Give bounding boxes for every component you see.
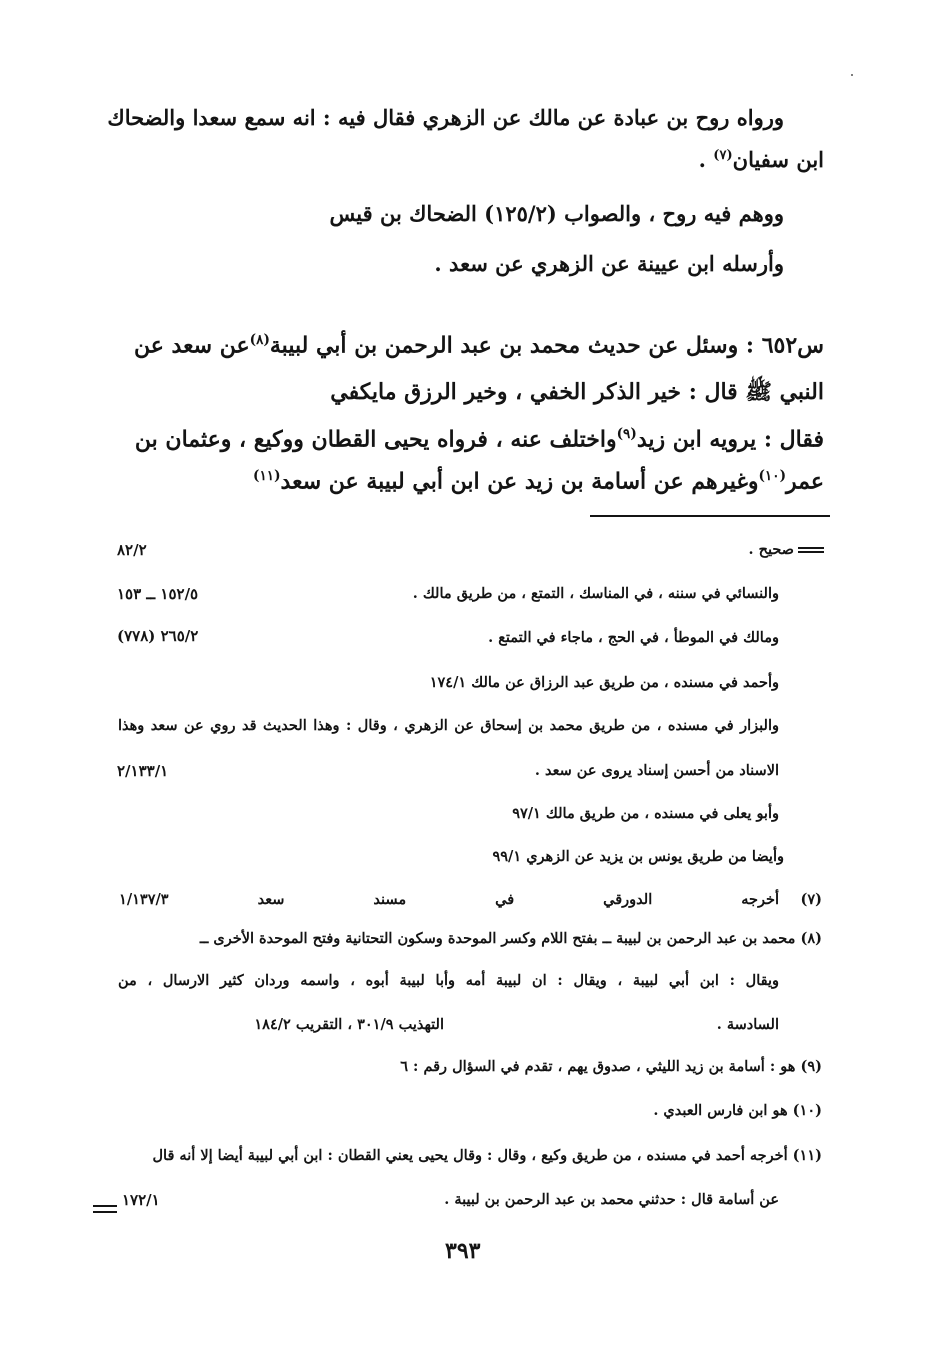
- footnote-ref-8: (٨): [249, 332, 270, 348]
- reference-number: ٢٦٥/٢ (٧٧٨): [117, 627, 199, 645]
- answer-line-1: [135, 426, 824, 452]
- reference-number: ٢/١٣٣/١: [117, 762, 169, 780]
- footnote-line: [748, 541, 824, 558]
- footnote-8-line-2: ويقال : ابن أبي لبيبة ، ويقال : ان لبيبة أمه وأبا لبيبة أبوه ، واسمه وردان كثير الارسال ، من: [118, 972, 779, 989]
- question-line-2: [330, 378, 824, 410]
- footnote-7-number: (٧): [800, 891, 822, 908]
- footnote-line: ومالك في الموطأ ، في الحج ، ماجاء في التمتع .: [488, 629, 779, 646]
- footnote-11-line-2: عن أسامة قال : حدثني محمد بن عبد الرحمن بن لبيبة .: [444, 1191, 779, 1208]
- text-span: أخرجه: [741, 891, 779, 908]
- footnote-separator: [590, 515, 830, 517]
- footnote-line: الاسناد من أحسن إسناد يروى عن سعد .: [534, 762, 779, 779]
- text-span: ١/١٣٧/٣: [119, 891, 169, 908]
- footnote-line: والبزار في مسنده ، من طريق محمد بن إسحاق عن الزهري ، وقال : وهذا الحديث قد روي عن سعد وهذا: [118, 717, 779, 734]
- footnote-line: والنسائي في سننه ، في المناسك ، التمتع ، من طريق مالك .: [412, 585, 779, 602]
- footnote-8-citation: التهذيب ٣٠١/٩ ، التقريب ١٨٤/٢: [254, 1016, 444, 1033]
- text-span: فقال : يرويه ابن زيد: [636, 426, 824, 453]
- equals-mark: [798, 547, 824, 553]
- text-span: الدورقي: [603, 891, 653, 908]
- footnote-ref-10: (١٠): [758, 468, 787, 484]
- footnote-ref-11: (١١): [253, 468, 281, 484]
- text-span: وأرسله ابن عيينة عن الزهري عن سعد .: [434, 251, 784, 276]
- text-span: سعد: [257, 891, 285, 908]
- question-heading: [134, 332, 824, 358]
- footnote-8-line-3: السادسة .: [716, 1016, 779, 1033]
- main-line-2: [699, 147, 824, 172]
- main-line-4: [434, 251, 784, 276]
- page-number: ٣٩٣: [445, 1238, 481, 1264]
- footnote-line: وأحمد في مسنده ، من طريق عبد الرزاق عن مالك ١٧٤/١: [429, 674, 779, 691]
- footnote-line: وأيضا من طريق يونس بن يزيد عن الزهري ٩٩/١: [492, 848, 784, 865]
- text-span: في: [495, 891, 515, 908]
- text-span: س٦٥٢ : وسئل عن حديث محمد بن عبد الرحمن بن أبي لبيبة: [269, 332, 824, 359]
- text-span: ابن سفيان: [732, 147, 824, 172]
- footnote-ref-7: (٧): [713, 148, 733, 163]
- reference-number: ٨٢/٢: [117, 541, 147, 559]
- text-span: وغيرهم عن أسامة بن زيد عن ابن أبي لبيبة عن سعد: [280, 468, 759, 495]
- text-span: ووهم فيه روح ، والصواب (١٢٥/٢) الضحاك بن قيس: [329, 201, 784, 226]
- footnote-8-line-1: (٨) محمد بن عبد الرحمن بن لبيبة ــ بفتح اللام وكسر الموحدة وسكون التحتانية وفتح الموحدة الأخرى ــ: [199, 930, 822, 947]
- reference-number: ١٥٢/٥ ــ ١٥٣: [117, 585, 199, 603]
- text-span: مسند: [373, 891, 407, 908]
- text-span: صحيح .: [748, 541, 794, 558]
- text-span: واختلف عنه ، فرواه يحيى القطان ووكيع ، وعثمان بن: [134, 426, 617, 453]
- text-span: عن سعد عن: [133, 332, 250, 359]
- footnote-ref-9: (٩): [616, 426, 637, 442]
- scan-speck: [851, 74, 853, 76]
- text-span: .: [698, 147, 714, 172]
- footnote-10: (١٠) هو ابن فارس العبدي .: [653, 1102, 822, 1119]
- text-span: ورواه روح بن عبادة عن مالك عن الزهري فقال فيه : انه سمع سعدا والضحاك: [107, 105, 784, 130]
- footnote-11-line-1: (١١) أخرجه أحمد في مسنده ، من طريق وكيع ، وقال : وقال يحيى يعني القطان : ابن أبي لبيبة أيضا إلا أنه قال: [152, 1147, 822, 1164]
- answer-line-2: [253, 468, 824, 494]
- equals-mark: [93, 1205, 117, 1213]
- text-span: النبي ﷺ قال : خير الذكر الخفي ، وخير الرزق مايكفي: [330, 379, 824, 405]
- text-span: عمر: [786, 468, 824, 495]
- footnote-9: (٩) هو : أسامة بن زيد الليثي ، صدوق يهم ، تقدم في السؤال رقم : ٦: [400, 1058, 822, 1075]
- footnote-line: وأبو يعلى في مسنده ، من طريق مالك ٩٧/١: [512, 805, 779, 822]
- footnote-7: [119, 891, 779, 908]
- main-line-3: [330, 201, 784, 226]
- reference-number: ١٧٢/١: [122, 1191, 160, 1209]
- main-line-1: [107, 105, 784, 130]
